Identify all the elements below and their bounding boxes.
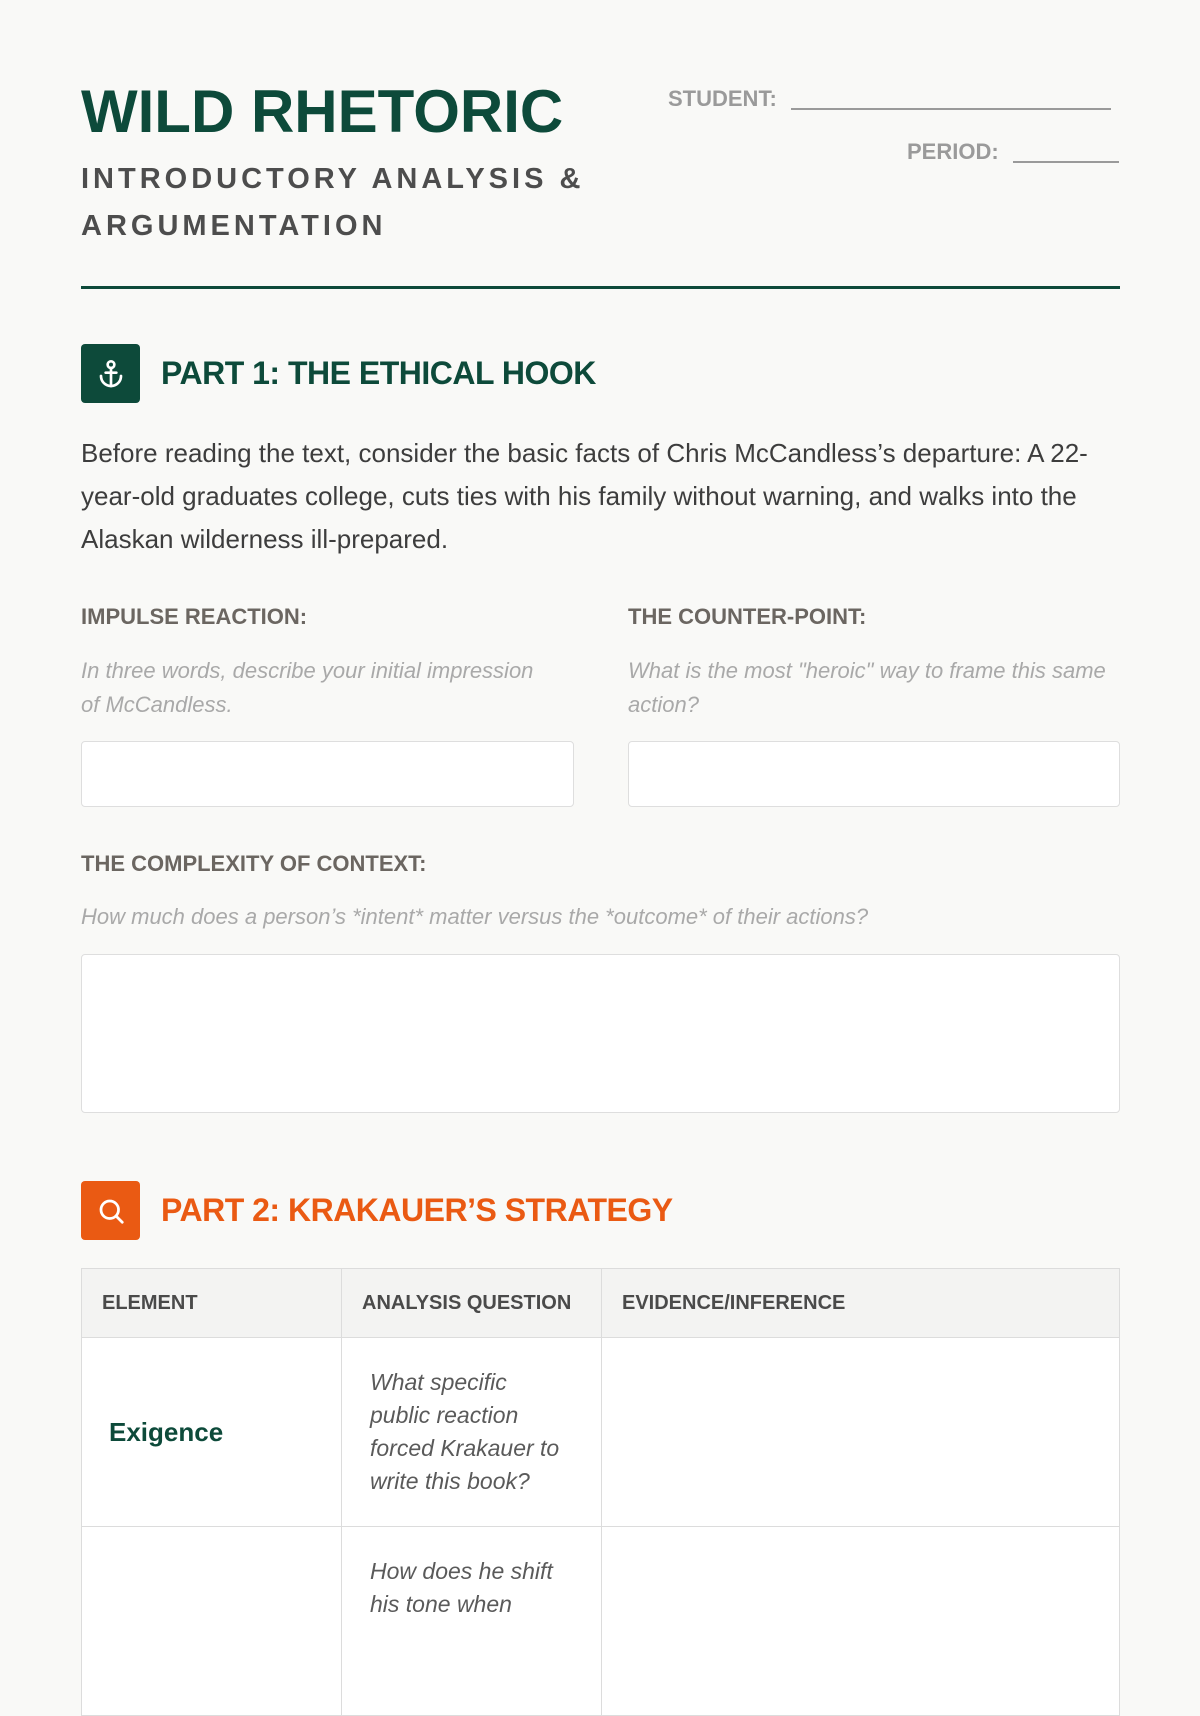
impulse-label: IMPULSE REACTION:	[81, 604, 308, 629]
counterpoint-label: THE COUNTER-POINT:	[628, 604, 867, 629]
worksheet-subtitle: INTRODUCTORY ANALYSIS & ARGUMENTATION	[81, 163, 585, 242]
period-label: PERIOD:	[907, 139, 999, 164]
column-header-element: ELEMENT	[82, 1269, 342, 1338]
impulse-answer-box[interactable]	[81, 741, 574, 807]
element-cell: Exigence	[82, 1338, 342, 1527]
counterpoint-hint: What is the most "heroic" way to frame this same action?	[628, 658, 1106, 717]
table-header-row	[82, 1269, 1120, 1338]
table-row	[82, 1527, 1120, 1716]
impulse-hint: In three words, describe your initial impression of McCandless.	[81, 658, 534, 717]
worksheet-header	[81, 0, 1120, 290]
part2-title: PART 2: KRAKAUER’S STRATEGY	[161, 1192, 673, 1228]
part1-heading	[81, 344, 596, 403]
complexity-answer-box[interactable]	[81, 954, 1120, 1113]
header-divider	[81, 286, 1120, 289]
part1-intro: Before reading the text, consider the basic facts of Chris McCandless’s departure: A 22-year-old graduates college, cuts ties with his family without warning, and walks into the Alaskan wilderness ill-prepared.	[81, 438, 1088, 554]
column-header-evidence: EVIDENCE/INFERENCE	[602, 1269, 1120, 1338]
complexity-hint: How much does a person’s *intent* matter versus the *outcome* of their actions?	[81, 904, 869, 929]
student-field	[668, 88, 1111, 110]
search-icon	[81, 1181, 140, 1240]
question-cell: What specific public reaction forced Krakauer to write this book?	[342, 1338, 602, 1527]
part2-heading	[81, 1181, 673, 1240]
element-cell	[82, 1527, 342, 1716]
student-label: STUDENT:	[668, 86, 777, 111]
complexity-label: THE COMPLEXITY OF CONTEXT:	[81, 851, 427, 876]
anchor-icon	[81, 344, 140, 403]
table-row	[82, 1338, 1120, 1527]
worksheet-title: WILD RHETORIC	[81, 78, 564, 145]
part1-title: PART 1: THE ETHICAL HOOK	[161, 355, 596, 391]
period-line[interactable]	[1013, 161, 1119, 163]
strategy-table	[81, 1268, 1120, 1716]
evidence-cell[interactable]	[602, 1338, 1120, 1527]
student-name-line[interactable]	[791, 108, 1111, 110]
period-field	[907, 141, 1119, 163]
counterpoint-answer-box[interactable]	[628, 741, 1120, 807]
question-cell: How does he shift his tone when	[342, 1527, 602, 1716]
evidence-cell[interactable]	[602, 1527, 1120, 1716]
worksheet-page	[81, 0, 1120, 1617]
column-header-question: ANALYSIS QUESTION	[342, 1269, 602, 1338]
